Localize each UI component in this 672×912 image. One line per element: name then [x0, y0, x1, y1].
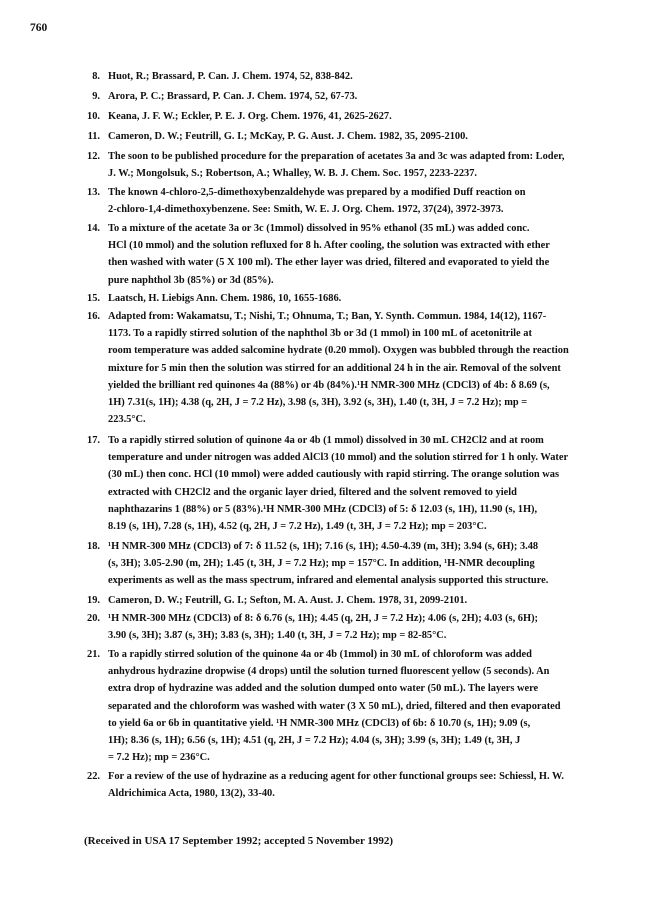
- reference-text: The soon to be published procedure for the preparation of acetates 3a and 3c was adapted from: Loder, J. W.; Mongolsuk, S.; Robertson, A.; Whalley, W. B. J. Chem. Soc. 1957, 2233-2237.: [108, 151, 565, 180]
- reference-text: Adapted from: Wakamatsu, T.; Nishi, T.; Ohnuma, T.; Ban, Y. Synth. Commun. 1984, 14(12), 1167- 1173. To a rapidly stirred solution of the naphthol 3b or 3d (1 mmol) in 100 mL of acetonitrile at room temperature was added salcomine hydrate (0.20 mmol). Oxygen was bubbled through the reaction mixture for 5 min then the solution was stirred for an additional 24 h in the air. Removal of the solvent yielded the brilliant red quinones 4a (88%) or 4b (84%).¹H NMR-300 MHz (CDCl3) of 4b: δ 8.69 (s, 1H) 7.31(s, 1H); 4.38 (q, 2H, J = 7.2 Hz), 3.98 (s, 3H), 3.92 (s, 3H), 1.40 (t, 3H, J = 7.2 Hz); mp = 223.5°C.: [108, 311, 569, 426]
- reference-number: 19.: [87, 595, 100, 606]
- reference-number: 8.: [92, 71, 100, 82]
- reference-number: 10.: [87, 111, 100, 122]
- reference-number: 14.: [87, 223, 100, 234]
- reference-number: 22.: [87, 771, 100, 782]
- reference-text: Arora, P. C.; Brassard, P. Can. J. Chem. 1974, 52, 67-73.: [108, 91, 358, 102]
- reference-text: ¹H NMR-300 MHz (CDCl3) of 7: δ 11.52 (s, 1H); 7.16 (s, 1H); 4.50-4.39 (m, 3H); 3.94 (s, 6H); 3.48 (s, 3H); 3.05-2.90 (m, 2H); 1.45 (t, 3H, J = 7.2 Hz); mp = 157°C. In addition, ¹H-NMR decoupling experiments as well as the mass spectrum, infrared and elemental analysis supported this structure.: [108, 541, 549, 587]
- reference-number: 12.: [87, 151, 100, 162]
- reference-number: 11.: [87, 131, 100, 142]
- reference-text: Laatsch, H. Liebigs Ann. Chem. 1986, 10, 1655-1686.: [108, 293, 342, 304]
- reference-text: For a review of the use of hydrazine as a reducing agent for other functional groups see: Schiessl, H. W. Aldrichimica Acta, 1980, 13(2), 33-40.: [108, 771, 565, 800]
- received-dates: (Received in USA 17 September 1992; accepted 5 November 1992): [84, 835, 394, 847]
- reference-number: 17.: [87, 435, 100, 446]
- reference-text: ¹H NMR-300 MHz (CDCl3) of 8: δ 6.76 (s, 1H); 4.45 (q, 2H, J = 7.2 Hz); 4.06 (s, 2H); 4.03 (s, 6H); 3.90 (s, 3H); 3.87 (s, 3H); 3.83 (s, 3H); 1.40 (t, 3H, J = 7.2 Hz); mp = 82-85°C.: [108, 613, 538, 642]
- page-number: 760: [30, 22, 48, 34]
- reference-number: 13.: [87, 187, 100, 198]
- reference-number: 15.: [87, 293, 100, 304]
- reference-text: To a rapidly stirred solution of quinone 4a or 4b (1 mmol) dissolved in 30 mL CH2Cl2 and at room temperature and under nitrogen was added AlCl3 (10 mmol) and the solution stirred for 1 h only. Water (30 mL) then conc. HCl (10 mmol) were added cautiously with rapid stirring. The orange solution was extracted with CH2Cl2 and the organic layer dried, filtered and the solvent removed to yield naphthazarins 1 (88%) or 5 (83%).¹H NMR-300 MHz (CDCl3) of 5: δ 12.03 (s, 1H), 11.90 (s, 1H), 8.19 (s, 1H), 7.28 (s, 1H), 4.52 (q, 2H, J = 7.2 Hz), 1.49 (t, 3H, J = 7.2 Hz); mp = 203°C.: [108, 435, 569, 533]
- reference-text: Cameron, D. W.; Feutrill, G. I.; McKay, P. G. Aust. J. Chem. 1982, 35, 2095-2100.: [108, 131, 468, 142]
- reference-text: The known 4-chloro-2,5-dimethoxybenzaldehyde was prepared by a modified Duff reaction on 2-chloro-1,4-dimethoxybenzene. See: Smith, W. E. J. Org. Chem. 1972, 37(24), 3972-3973.: [108, 187, 526, 216]
- reference-text: To a mixture of the acetate 3a or 3c (1mmol) dissolved in 95% ethanol (35 mL) was added conc. HCl (10 mmol) and the solution refluxed for 8 h. After cooling, the solution was extracted with ether then washed with water (5 X 100 ml). The ether layer was dried, filtered and evaporated to yield the pure naphthol 3b (85%) or 3d (85%).: [108, 223, 550, 286]
- reference-text: Keana, J. F. W.; Eckler, P. E. J. Org. Chem. 1976, 41, 2625-2627.: [108, 111, 392, 122]
- reference-text: Cameron, D. W.; Feutrill, G. I.; Sefton, M. A. Aust. J. Chem. 1978, 31, 2099-2101.: [108, 595, 468, 606]
- reference-number: 20.: [87, 613, 100, 624]
- reference-number: 9.: [92, 91, 100, 102]
- reference-number: 21.: [87, 649, 100, 660]
- reference-text: To a rapidly stirred solution of the quinone 4a or 4b (1mmol) in 30 mL of chloroform was added anhydrous hydrazine dropwise (4 drops) until the solution turned fluorescent yellow (5 seconds). An extra drop of hydrazine was added and the solution dumped onto water (50 mL). The layers were separated and the chloroform was washed with water (3 X 50 mL), dried, filtered and then evaporated to yield 6a or 6b in quantitative yield. ¹H NMR-300 MHz (CDCl3) of 6b: δ 10.70 (s, 1H); 9.09 (s, 1H); 8.36 (s, 1H); 6.56 (s, 1H); 4.51 (q, 2H, J = 7.2 Hz); 4.04 (s, 3H); 3.99 (s, 3H); 1.49 (t, 3H, J = 7.2 Hz); mp = 236°C.: [108, 649, 561, 764]
- reference-number: 18.: [87, 541, 100, 552]
- reference-text: Huot, R.; Brassard, P. Can. J. Chem. 1974, 52, 838-842.: [108, 71, 353, 82]
- reference-number: 16.: [87, 311, 100, 322]
